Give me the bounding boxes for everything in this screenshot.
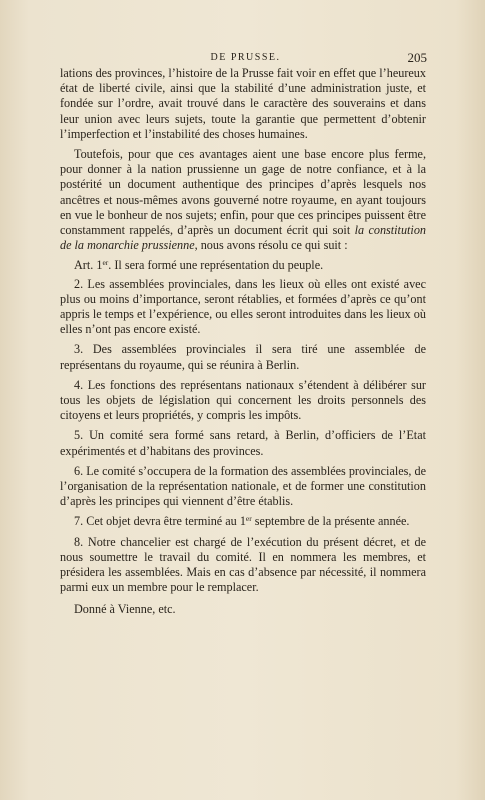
article-text: 7. Cet objet devra être terminé au 1 [74,514,246,529]
ordinal-superscript: er [102,258,109,268]
constitution-title: la constitution de la monarchie prussienne [60,223,426,253]
article-5: 5. Un comité sera formé sans retard, à Berlin, d’officiers de l’Etat expérimentés et d’habitans des provinces. [60,428,426,458]
article-4: 4. Les fonctions des représentans nationaux s’étendent à délibérer sur tous les objets de législation qui concernent les droits personnels des citoyens et leurs propriétés, y compris les impôts. [60,377,426,423]
page-header [64,52,427,66]
page-number: 205 [407,50,427,65]
closing-line: Donné à Vienne, etc. [74,601,176,616]
article-3: 3. Des assemblées provinciales il sera tiré une assemblée de représentans du royaume, qui se réunira à Berlin. [60,342,426,372]
running-title: DE PRUSSE. [210,52,281,63]
article-text: septembre de la présente année. [251,514,410,529]
paragraph-toutefois [60,147,426,253]
article-1 [60,258,426,273]
article-6: 6. Le comité s’occupera de la formation des assemblées provinciales, de l’organisation de la représentation nationale, et de former une constitution d’après les principes qui viennent d’être établis. [60,463,426,509]
article-text: . Il sera formé une représentation du peuple. [108,258,324,273]
paragraph-text: Toutefois, pour que ces avantages aient une base encore plus ferme, pour donner à la nation prussienne un gage de notre confiance, et à la postérité un document authentique des principes d’après lesquels nos ancêtres et nous-mêmes avons gouverné notre royaume, en ayant toujours en vue le bonheur de nos sujets; enfin, pour que ces principes puissent être constamment rappelés, d’après un document écrit qui soit [60,147,426,238]
article-2: 2. Les assemblées provinciales, dans les lieux où elles ont existé avec plus ou moins d’importance, seront rétablies, et formées d’après ce qu’ont appris le temps et l’expérience, ou elles seront introduites dans les lieux où elles n’ont pas encore existé. [60,276,426,337]
page-body [60,66,426,617]
ordinal-superscript: er [245,514,252,524]
article-label: Art. 1 [74,258,103,273]
article-8: 8. Notre chancelier est chargé de l’exécution du présent décret, et de nous soumettre le travail du comité. Il en nommera les membres, et présidera les assemblées. Mais en cas d’absence par nécessité, il nommera parmi eux un membre pour le remplacer. [60,534,426,595]
article-7 [60,514,426,529]
paragraph-text: , nous avons résolu ce qui suit : [194,238,348,253]
paragraph-continuation: lations des provinces, l’histoire de la Prusse fait voir en effet que l’heureux état de liberté civile, ainsi que la stabilité d’une administration juste, et fondée sur l’ordre, avait trouvé dans le caractère des souverains et dans leur union avec leurs sujets, toute la garantie que permettent d’obtenir l’imperfection et l’instabilité des choses humaines. [60,66,426,141]
